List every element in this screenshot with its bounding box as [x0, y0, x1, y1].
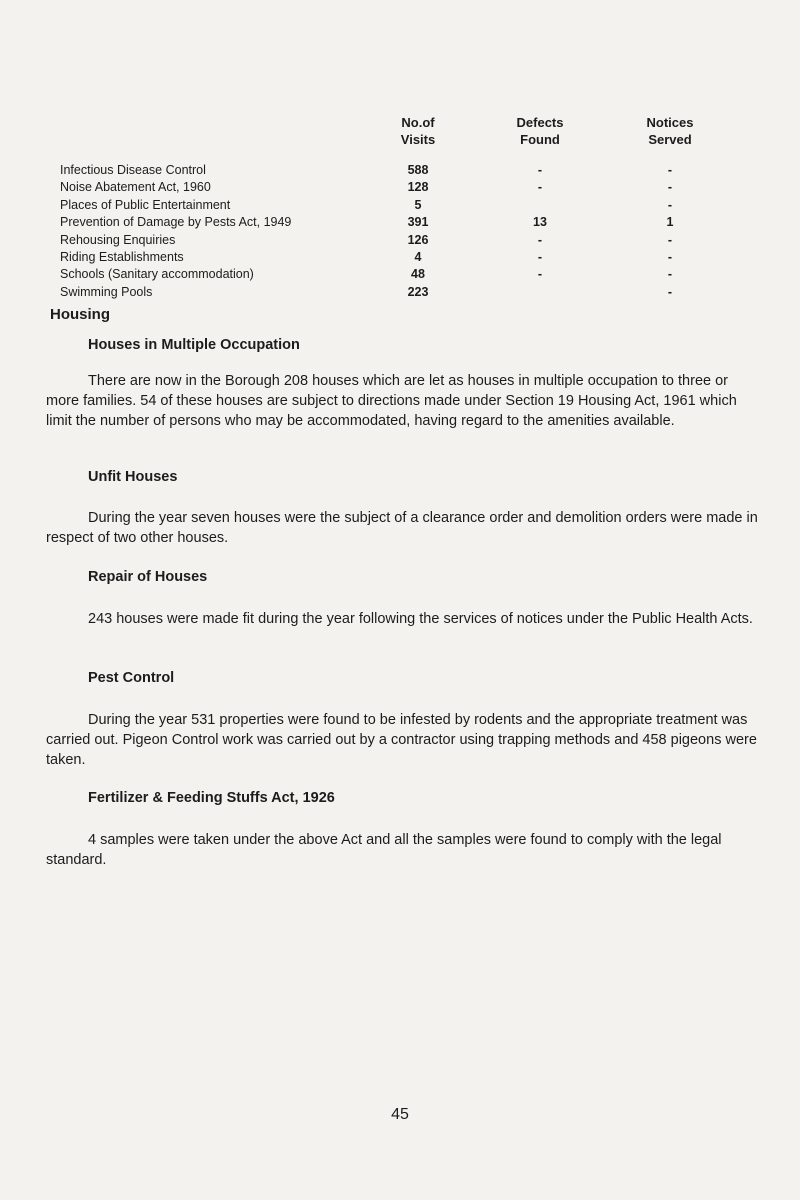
- header-defects: Defects Found: [516, 115, 564, 147]
- visits-cell: 391: [407, 215, 429, 230]
- table-row: [60, 179, 720, 196]
- visits-cell: 223: [407, 284, 429, 299]
- notices-cell: -: [667, 197, 673, 212]
- table-body: [60, 162, 720, 301]
- row-label: Places of Public Entertainment: [60, 197, 231, 212]
- table-row: [60, 249, 720, 266]
- table-row: [60, 162, 720, 179]
- row-label: Noise Abatement Act, 1960: [60, 180, 211, 195]
- visits-cell: 126: [407, 232, 429, 247]
- row-label: Rehousing Enquiries: [60, 232, 176, 247]
- header-notices: Notices Served: [646, 115, 694, 147]
- defects-cell: -: [537, 180, 543, 195]
- table-row: [60, 214, 720, 231]
- table-row: [60, 197, 720, 214]
- defects-cell: -: [537, 163, 543, 177]
- subsection-title-repair-of-houses: Repair of Houses: [88, 569, 208, 585]
- notices-cell: 1: [666, 215, 674, 230]
- table-row: [60, 266, 720, 283]
- subsection-title-unfit-houses: Unfit Houses: [88, 469, 178, 485]
- row-label: Infectious Disease Control: [60, 163, 206, 177]
- notices-cell: -: [667, 249, 673, 264]
- defects-cell: -: [537, 267, 543, 282]
- row-label: Riding Establishments: [60, 249, 184, 264]
- paragraph-unfit-houses: During the year seven houses were the subject of a clearance order and demolition orders were made in respect of two other houses.: [46, 510, 758, 546]
- notices-cell: -: [667, 180, 673, 195]
- notices-cell: -: [667, 284, 673, 299]
- notices-cell: -: [667, 163, 673, 177]
- row-label: Swimming Pools: [60, 284, 153, 299]
- page-number: 45: [391, 1106, 409, 1123]
- subsection-title-pest-control: Pest Control: [88, 670, 175, 686]
- row-label: Prevention of Damage by Pests Act, 1949: [60, 215, 292, 230]
- defects-cell: -: [537, 232, 543, 247]
- section-title-housing: Housing: [50, 306, 110, 323]
- paragraph-pest-control: During the year 531 properties were found to be infested by rodents and the appropriate treatment was carried out. Pigeon Control work was carried out by a contractor using trapping methods and 458 pigeons were taken.: [46, 712, 757, 768]
- subsection-title-multiple-occupation: Houses in Multiple Occupation: [88, 337, 300, 353]
- notices-cell: -: [667, 232, 673, 247]
- subsection-title-fertilizer-act: Fertilizer & Feeding Stuffs Act, 1926: [88, 790, 335, 806]
- visits-cell: 588: [407, 163, 429, 177]
- paragraph-fertilizer-act: 4 samples were taken under the above Act and all the samples were found to comply with the legal standard.: [46, 832, 722, 868]
- row-label: Schools (Sanitary accommodation): [60, 267, 254, 282]
- header-visits: No.of Visits: [400, 115, 436, 147]
- table-row: [60, 284, 720, 301]
- visits-cell: 4: [414, 249, 422, 264]
- visits-cell: 128: [407, 180, 429, 195]
- paragraph-multiple-occupation: There are now in the Borough 208 houses which are let as houses in multiple occupation to three or more families. 54 of these houses are subject to directions made under Section 19 Housing Act, 1961 which limit the number of persons who may be accommodated, having regard to the amenities available.: [46, 373, 737, 429]
- paragraph-repair-of-houses: 243 houses were made fit during the year following the services of notices under the Public Health Acts.: [88, 611, 753, 627]
- table-row: [60, 232, 720, 249]
- notices-cell: -: [667, 267, 673, 282]
- visits-cell: 48: [411, 267, 425, 282]
- defects-cell: -: [537, 249, 543, 264]
- visits-cell: 5: [414, 197, 422, 212]
- defects-cell: 13: [533, 215, 547, 230]
